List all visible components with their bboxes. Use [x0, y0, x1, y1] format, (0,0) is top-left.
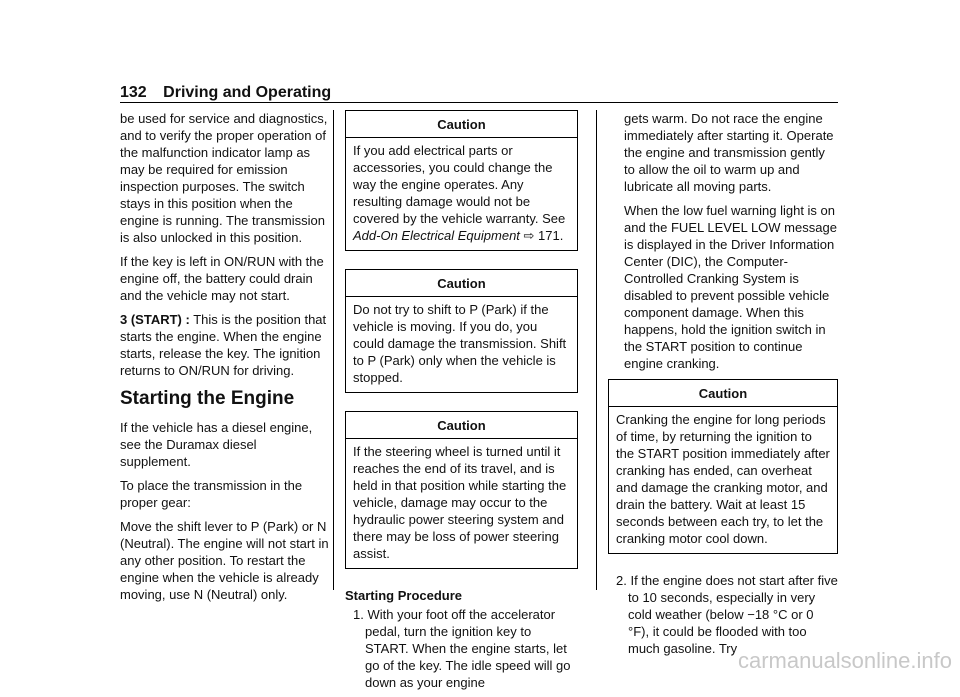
paragraph: When the low fuel warning light is on and the FUEL LEVEL LOW message is displayed in the Driver Information Center (DIC), the Computer-Controlled Cranking System is disabled to prevent possible vehicle component damage. When this happens, hold the ignition switch in the START position to continue engine cranking.: [624, 203, 837, 371]
column-right: [608, 110, 838, 663]
caution-title: Caution: [346, 412, 577, 439]
caution-title: Caution: [346, 111, 577, 138]
caution-box: [345, 411, 578, 569]
column-middle: [345, 110, 578, 697]
column-left: [120, 110, 330, 610]
position-label: 3 (START) :: [120, 312, 190, 327]
column-divider: [596, 110, 597, 590]
page-reference[interactable]: ⇨ 171: [519, 228, 560, 243]
page-number: 132: [120, 84, 147, 101]
procedure-step: 2. If the engine does not start after five to 10 seconds, especially in very cold weather (below −18 °C or 0 °F), it could be flooded with too much gasoline. Try: [616, 573, 838, 656]
caution-box: [345, 110, 578, 251]
cross-reference-link[interactable]: Add-On Electrical Equipment: [353, 228, 520, 243]
watermark: carmanualsonline.info: [737, 648, 952, 673]
caution-body: If the steering wheel is turned until it reaches the end of its travel, and is held in that position while starting the vehicle, damage may occur to the hydraulic power steering system and there may be loss of power steering assist.: [353, 444, 567, 561]
caution-box: [608, 379, 838, 554]
caution-text: If you add electrical parts or accessories, you could change the way the engine operates. Any resulting damage would not be covered by the vehicle warranty. See: [353, 143, 566, 226]
paragraph: To place the transmission in the proper gear:: [120, 478, 303, 510]
paragraph: If the vehicle has a diesel engine, see the Duramax diesel supplement.: [120, 420, 313, 469]
position-text: This is the position that starts the engine. When the engine starts, release the key. The ignition returns to ON/RUN for driving.: [120, 312, 327, 378]
paragraph: gets warm. Do not race the engine immediately after starting it. Operate the engine and transmission gently to allow the oil to warm up and lubricate all moving parts.: [624, 111, 834, 194]
procedure-step: 1. With your foot off the accelerator pedal, turn the ignition key to START. When the engine starts, let go of the key. The idle speed will go down as your engine: [353, 607, 571, 690]
section-heading: Starting the Engine: [120, 388, 295, 409]
paragraph: be used for service and diagnostics, and to verify the proper operation of the malfunction indicator lamp as may be required for emission inspection purposes. The switch stays in this position when the engine is running. The transmission is also unlocked in this position.: [120, 111, 328, 245]
header-rule: [120, 102, 838, 103]
column-divider: [333, 110, 334, 590]
section-title: Driving and Operating: [163, 84, 332, 101]
caution-text-end: .: [559, 228, 564, 243]
caution-body: Do not try to shift to P (Park) if the vehicle is moving. If you do, you could damage the transmission. Shift to P (Park) only when the vehicle is stopped.: [353, 302, 567, 385]
subheading: Starting Procedure: [345, 588, 463, 603]
caution-body: Cranking the engine for long periods of time, by returning the ignition to the START position immediately after cranking has ended, can overheat and damage the cranking motor, and drain the battery. Wait at least 15 seconds between each try, to let the cranking motor cool down.: [616, 412, 830, 546]
page-header: [120, 84, 331, 102]
paragraph: If the key is left in ON/RUN with the engine off, the battery could drain and the vehicle may not start.: [120, 254, 324, 303]
paragraph: [120, 311, 330, 379]
caution-body: [346, 138, 577, 250]
caution-box: [345, 269, 578, 393]
caution-title: Caution: [609, 380, 837, 407]
caution-title: Caution: [346, 270, 577, 297]
paragraph: Move the shift lever to P (Park) or N (Neutral). The engine will not start in any other position. To restart the engine when the vehicle is already moving, use N (Neutral) only.: [120, 519, 329, 602]
